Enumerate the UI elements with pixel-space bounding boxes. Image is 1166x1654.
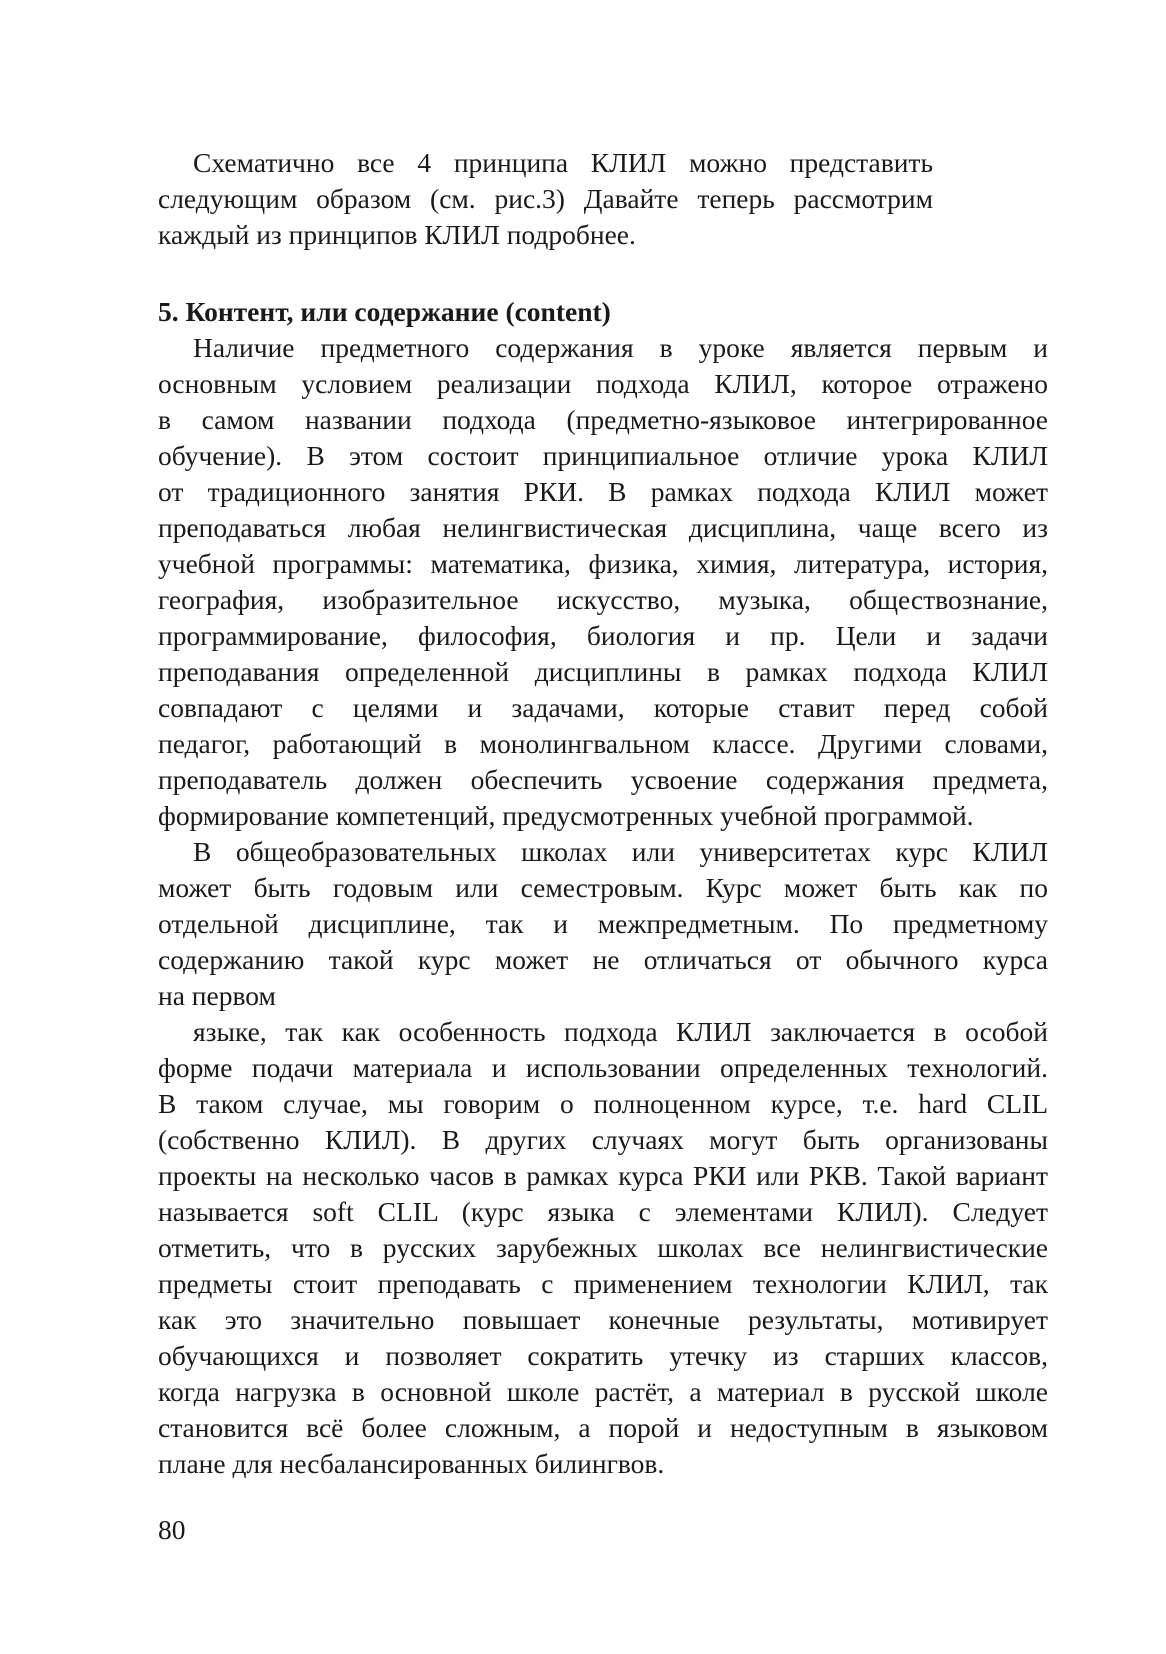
paragraph-line: В общеобразовательных школах или университетах курс КЛИЛ <box>193 836 1048 867</box>
paragraph-line: программирование, философия, биология и пр. Цели и задачи <box>158 620 1048 651</box>
paragraph-line: преподаватель должен обеспечить усвоение содержания предмета, <box>158 764 1048 795</box>
paragraph-line: обучающихся и позволяет сократить утечку из старших классов, <box>158 1340 1048 1371</box>
paragraph-line: отметить, что в русских зарубежных школах все нелингвистические <box>158 1232 1048 1263</box>
paragraph-line: география, изобразительное искусство, музыка, обществознание, <box>158 584 1048 615</box>
paragraph-line: учебной программы: математика, физика, химия, литература, история, <box>158 548 1048 579</box>
paragraph-line: содержанию такой курс может не отличаться от обычного курса <box>158 944 1048 975</box>
paragraph-line: проекты на несколько часов в рамках курса РКИ или РКВ. Такой вариант <box>158 1160 1048 1191</box>
paragraph-line: преподаваться любая нелингвистическая дисциплина, чаще всего из <box>158 512 1048 543</box>
intro-line: Схематично все 4 принципа КЛИЛ можно представить <box>193 147 933 178</box>
paragraph-line: формирование компетенций, предусмотренных учебной программой. <box>158 800 974 831</box>
paragraph-line: (собственно КЛИЛ). В других случаях могут быть организованы <box>158 1124 1048 1155</box>
page-number: 80 <box>158 1514 186 1545</box>
intro-line: каждый из принципов КЛИЛ подробнее. <box>158 219 636 250</box>
section-heading: 5. Контент, или содержание (content) <box>158 296 611 327</box>
intro-line: следующим образом (см. рис.3) Давайте теперь рассмотрим <box>158 183 933 214</box>
paragraph-line: Наличие предметного содержания в уроке является первым и <box>193 332 1048 363</box>
paragraph-line: становится всё более сложным, а порой и недоступным в языковом <box>158 1412 1048 1443</box>
paragraph-line: может быть годовым или семестровым. Курс может быть как по <box>158 872 1048 903</box>
paragraph-line: совпадают с целями и задачами, которые ставит перед собой <box>158 692 1048 723</box>
paragraph-line: предметы стоит преподавать с применением технологии КЛИЛ, так <box>158 1268 1048 1299</box>
paragraph-line: когда нагрузка в основной школе растёт, а материал в русской школе <box>158 1376 1048 1407</box>
paragraph-line: основным условием реализации подхода КЛИЛ, которое отражено <box>158 368 1048 399</box>
paragraph-line: отдельной дисциплине, так и межпредметным. По предметному <box>158 908 1048 939</box>
paragraph-line: обучение). В этом состоит принципиальное отличие урока КЛИЛ <box>158 440 1048 471</box>
paragraph-line: от традиционного занятия РКИ. В рамках подхода КЛИЛ может <box>158 476 1048 507</box>
paragraph-line: плане для несбалансированных билингвов. <box>158 1448 665 1479</box>
paragraph-line: В таком случае, мы говорим о полноценном курсе, т.е. hard CLIL <box>158 1088 1048 1119</box>
paragraph-line: форме подачи материала и использовании определенных технологий. <box>158 1052 1048 1083</box>
paragraph-line: языке, так как особенность подхода КЛИЛ заключается в особой <box>193 1016 1048 1047</box>
paragraph-line: в самом названии подхода (предметно-языковое интегрированное <box>158 404 1048 435</box>
paragraph-line: как это значительно повышает конечные результаты, мотивирует <box>158 1304 1048 1335</box>
paragraph-line: называется soft CLIL (курс языка с элементами КЛИЛ). Следует <box>158 1196 1048 1227</box>
paragraph-line: преподавания определенной дисциплины в рамках подхода КЛИЛ <box>158 656 1048 687</box>
paragraph-line: на первом <box>158 980 276 1011</box>
paragraph-line: педагог, работающий в монолингвальном классе. Другими словами, <box>158 728 1048 759</box>
